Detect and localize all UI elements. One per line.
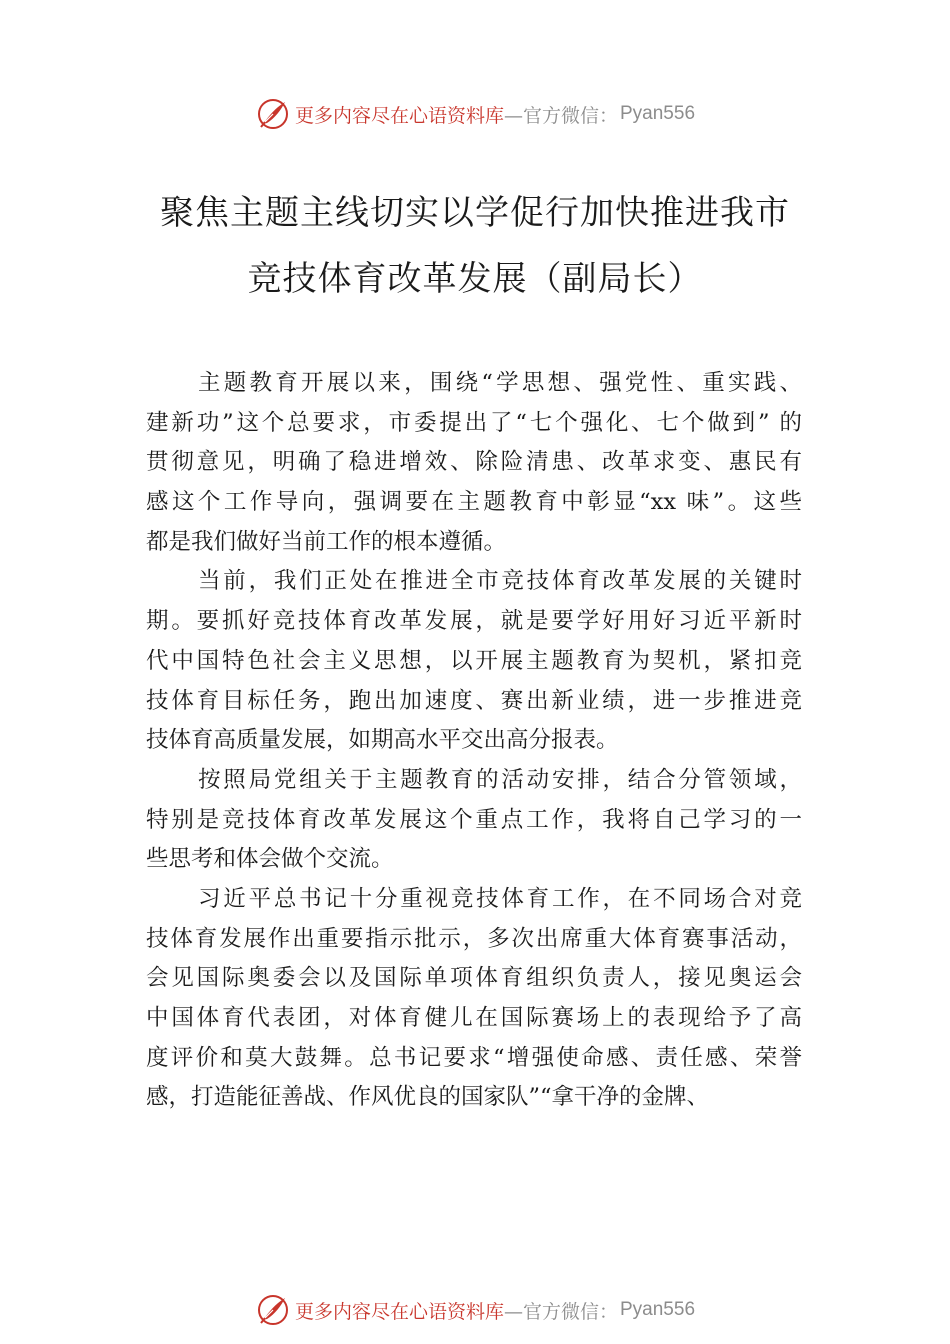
banner-site-text: 更多内容尽在心语资料库 — [294, 104, 504, 127]
paragraph-line: 技体育目标任务，跑出加速度、赛出新业绩，进一步推进竞 — [146, 687, 802, 714]
paragraph-line: 技体育高质量发展，如期高水平交出高分报表。 — [146, 727, 619, 754]
paragraph-line: 特别是竞技体育改革发展这个重点工作，我将自己学习的一 — [146, 806, 802, 833]
paragraph-line: 些思考和体会做个交流。 — [146, 846, 394, 873]
title-line-2: 竞技体育改革发展（副局长） — [247, 259, 703, 299]
paragraph-line: 习近平总书记十分重视竞技体育工作，在不同场合对竞 — [198, 885, 802, 912]
paragraph-line: 建新功”这个总要求，市委提出了“七个强化、七个做到” 的 — [146, 409, 802, 436]
paragraph-line: 技体育发展作出重要指示批示，多次出席重大体育赛事活动， — [146, 925, 802, 952]
banner-wechat-id: Pyan556 — [620, 103, 696, 124]
paragraph-line: 贯彻意见，明确了稳进增效、除险清患、改革求变、惠民有 — [146, 449, 802, 476]
header-banner — [0, 94, 950, 134]
paragraph-line: 主题教育开展以来，围绕“学思想、强党性、重实践、 — [198, 370, 802, 396]
paragraph-line: 当前，我们正处在推进全市竞技体育改革发展的关键时 — [198, 568, 802, 595]
document-title — [0, 180, 950, 312]
banner-wechat-id: Pyan556 — [620, 1299, 696, 1320]
paragraph-line: 感，打造能征善战、作风优良的国家队”“拿干净的金牌、 — [146, 1084, 710, 1111]
banner-dash-label: —官方微信： — [503, 104, 618, 127]
paragraph-line: 都是我们做好当前工作的根本遵循。 — [146, 528, 507, 555]
banner-dash-label: —官方微信： — [503, 1300, 618, 1323]
paragraph-line: 按照局党组关于主题教育的活动安排，结合分管领域， — [198, 766, 802, 793]
quill-logo-icon — [255, 96, 291, 132]
banner-site-text: 更多内容尽在心语资料库 — [294, 1300, 504, 1323]
paragraph-line: 会见国际奥委会以及国际单项体育组织负责人，接见奥运会 — [146, 965, 802, 992]
footer-banner — [0, 1290, 950, 1330]
paragraph-line: 度评价和莫大鼓舞。总书记要求“增强使命感、责任感、荣誉 — [146, 1044, 802, 1071]
paragraph-line: 中国体育代表团，对体育健儿在国际赛场上的表现给予了高 — [146, 1005, 802, 1031]
paragraph-line: 期。要抓好竞技体育改革发展，就是要学好用好习近平新时 — [146, 608, 802, 635]
paragraph-line: 代中国特色社会主义思想，以开展主题教育为契机，紧扣竞 — [146, 647, 802, 674]
paragraph-line: 感这个工作导向，强调要在主题教育中彰显“xx 味”。这些 — [146, 489, 802, 516]
document-body — [146, 364, 836, 1118]
quill-logo-icon — [255, 1292, 291, 1328]
title-line-1: 聚焦主题主线切实以学促行加快推进我市 — [160, 193, 790, 233]
